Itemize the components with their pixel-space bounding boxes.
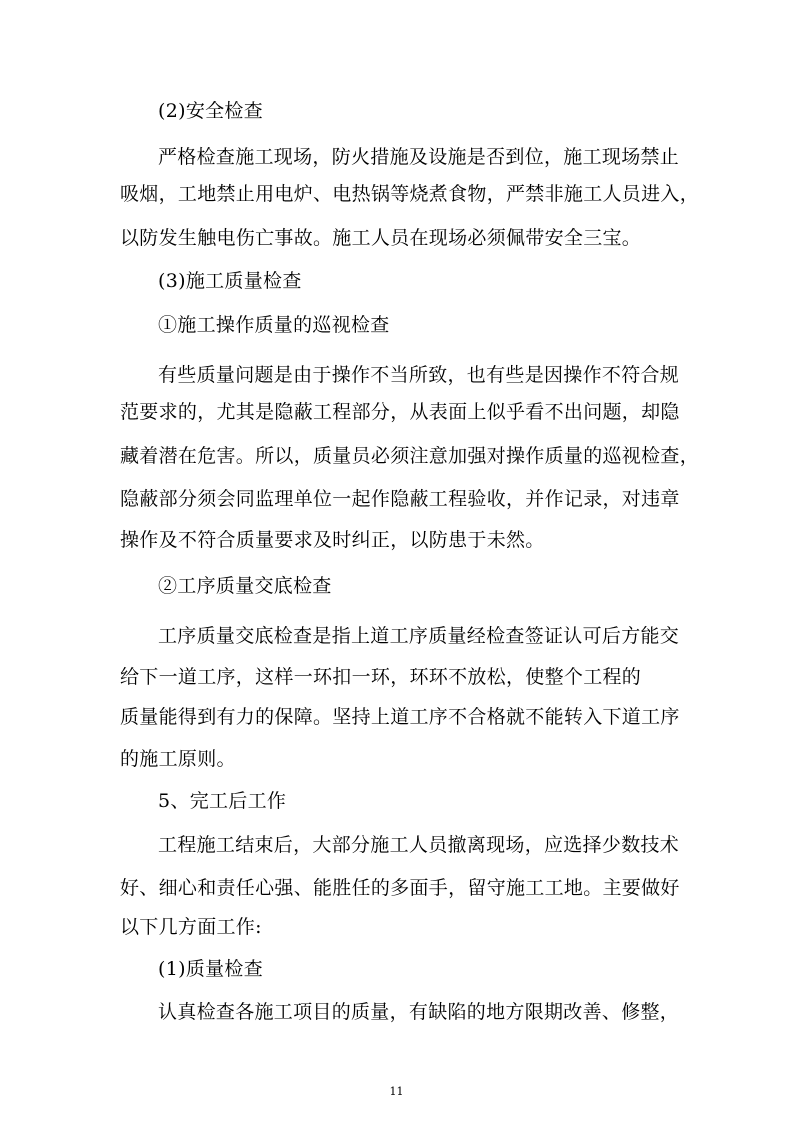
paragraph-line: 吸烟，工地禁止用电炉、电热锅等烧煮食物，严禁非施工人员进入， (120, 183, 700, 205)
paragraph-line: 严格检查施工现场，防火措施及设施是否到位，施工现场禁止 (158, 146, 680, 168)
heading-safety-inspection: (2)安全检查 (158, 100, 264, 122)
paragraph-line: 工序质量交底检查是指上道工序质量经检查签证认可后方能交 (158, 625, 680, 647)
paragraph-line: 的施工原则。 (120, 748, 236, 770)
paragraph-line: 操作及不符合质量要求及时纠正，以防患于未然。 (120, 529, 545, 551)
paragraph-line: 好、细心和责任心强、能胜任的多面手，留守施工工地。主要做好 (120, 877, 680, 899)
heading-post-completion-work: 5、完工后工作 (158, 790, 287, 812)
paragraph-line: 范要求的，尤其是隐蔽工程部分，从表面上似乎看不出问题，却隐 (120, 401, 680, 423)
subheading-patrol-inspection: ①施工操作质量的巡视检查 (158, 314, 390, 336)
heading-quality-inspection: (1)质量检查 (158, 958, 264, 980)
paragraph-line: 藏着潜在危害。所以，质量员必须注意加强对操作质量的巡视检查， (120, 445, 700, 467)
paragraph-line: 给下一道工序，这样一环扣一环，环环不放松，使整个工程的 (120, 666, 642, 688)
subheading-process-handover-inspection: ②工序质量交底检查 (158, 575, 332, 597)
paragraph-line: 认真检查各施工项目的质量，有缺陷的地方限期改善、修整， (158, 1001, 680, 1023)
paragraph-line: 隐蔽部分须会同监理单位一起作隐蔽工程验收，并作记录，对违章 (120, 488, 680, 510)
paragraph-line: 以防发生触电伤亡事故。施工人员在现场必须佩带安全三宝。 (120, 227, 642, 249)
paragraph-line: 质量能得到有力的保障。坚持上道工序不合格就不能转入下道工序 (120, 706, 680, 728)
page-number: 11 (389, 1085, 404, 1098)
paragraph-line: 有些质量问题是由于操作不当所致，也有些是因操作不符合规 (158, 364, 680, 386)
heading-construction-quality-inspection: (3)施工质量检查 (158, 270, 302, 292)
paragraph-line: 以下几方面工作: (120, 916, 262, 938)
paragraph-line: 工程施工结束后，大部分施工人员撤离现场，应选择少数技术 (158, 834, 680, 856)
